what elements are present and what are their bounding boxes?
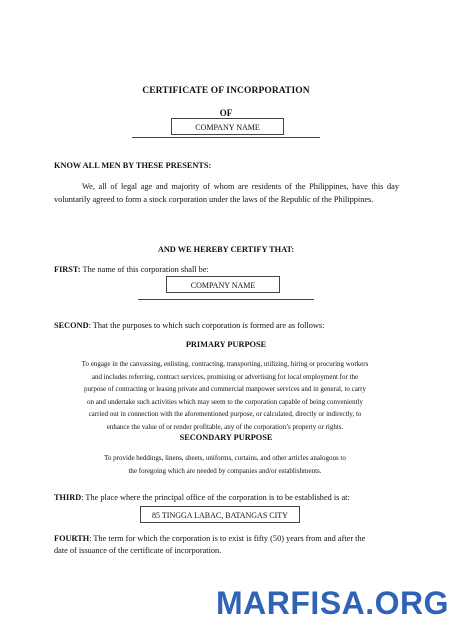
fourth-clause	[54, 533, 365, 546]
company-name-underline-2	[138, 299, 314, 300]
secondary-line: the foregoing which are needed by companies and/or establishments.	[128, 466, 322, 475]
primary-purpose-text	[50, 358, 400, 434]
first-label: FIRST:	[54, 265, 81, 274]
intro-paragraph: We, all of legal age and majority of whom are residents of the Philippines, have this day voluntarily agreed to form a stock corporation under the laws of the Republic of the Philippines.	[54, 182, 399, 204]
secondary-line: To provide beddings, linens, sheets, uniforms, curtains, and other articles analogous to	[104, 454, 346, 462]
first-text: The name of this corporation shall be:	[80, 265, 209, 274]
company-name-underline-1	[132, 137, 320, 138]
address-box: 85 TINGGA LABAC, BATANGAS CITY	[140, 506, 300, 523]
third-text: : The place where the principal office of the corporation is to be established is at:	[81, 493, 350, 502]
third-clause	[54, 492, 350, 505]
know-all-heading: KNOW ALL MEN BY THESE PRESENTS:	[54, 161, 212, 170]
third-label: THIRD	[54, 493, 82, 502]
second-clause	[54, 320, 324, 333]
second-label: SECOND	[54, 321, 89, 330]
primary-line: To engage in the canvassing, enlisting, contracting, transporting, utilizing, hiring or procuring workers	[81, 360, 369, 368]
secondary-purpose-heading: SECONDARY PURPOSE	[179, 433, 273, 442]
watermark-logo: MARFISA.ORG	[216, 585, 450, 621]
company-name-box-2: COMPANY NAME	[166, 276, 280, 293]
primary-line: and includes referring, contract services, promising or advertising for local employment for the	[91, 372, 359, 381]
second-text: : That the purposes to which such corporation is formed are as follows:	[88, 321, 325, 330]
certify-heading: AND WE HEREBY CERTIFY THAT:	[157, 245, 295, 254]
fourth-label: FOURTH	[54, 534, 90, 543]
first-clause	[54, 264, 209, 277]
primary-line: enhance the value of or render profitable, any of the corporation’s property or rights.	[106, 422, 344, 431]
primary-purpose-heading: PRIMARY PURPOSE	[185, 340, 267, 349]
primary-line: purpose of contracting or leasing private and commercial manpower services and in general, to carry	[83, 385, 367, 394]
of-label: OF	[219, 108, 233, 118]
primary-line: carried out in connection with the aforementioned purpose, or calculated, directly or indirectly, to	[88, 410, 362, 419]
company-name-box-1: COMPANY NAME	[171, 118, 284, 135]
primary-line: on and undertake such activities which may seem to the corporation capable of being conveniently	[86, 397, 364, 406]
fourth-clause-line-2: date of issuance of the certificate of incorporation.	[54, 546, 222, 555]
document-title: CERTIFICATE OF INCORPORATION	[142, 86, 310, 96]
fourth-text: : The term for which the corporation is to exist is fifty (50) years from and after the	[89, 534, 366, 543]
secondary-purpose-text	[50, 452, 400, 477]
